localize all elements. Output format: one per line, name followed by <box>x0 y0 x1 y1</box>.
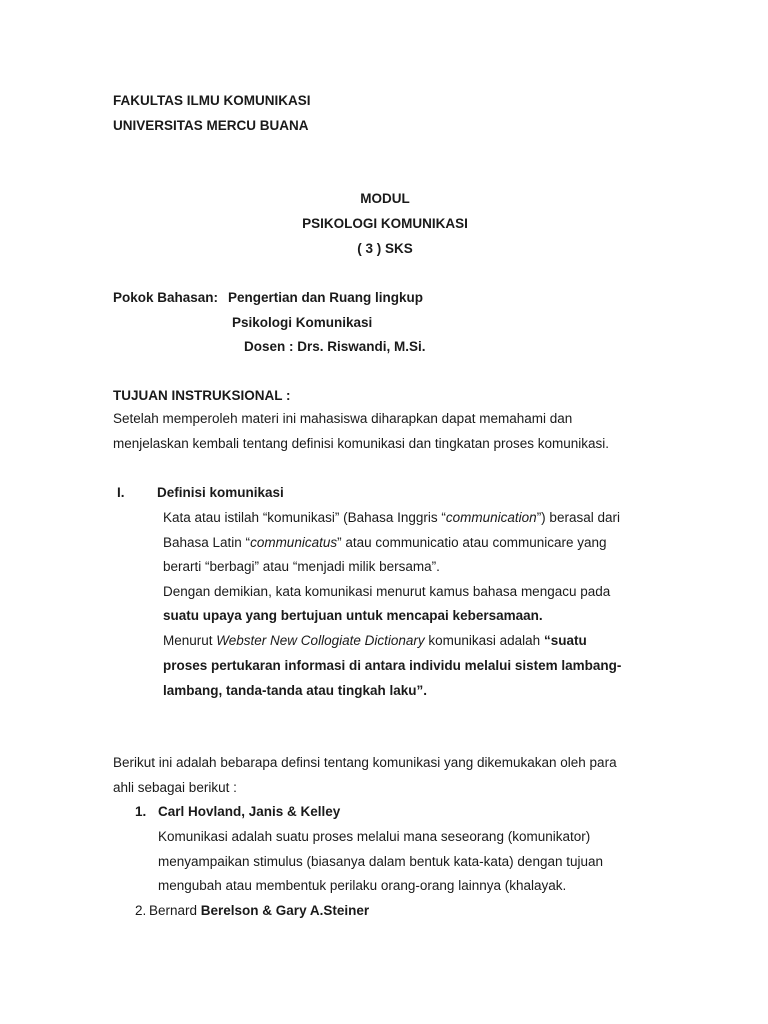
section-paragraph-line6: Menurut Webster New Collogiate Dictionary komunikasi adalah “suatu <box>163 633 587 648</box>
module-subject: PSIKOLOGI KOMUNIKASI <box>302 216 468 231</box>
definition-item1-title: Carl Hovland, Janis & Kelley <box>158 804 341 819</box>
definition-item2-number: 2. <box>135 903 147 918</box>
section-paragraph-line4: Dengan demikian, kata komunikasi menurut kamus bahasa mengacu pada <box>163 584 611 599</box>
lecturer: Dosen : Drs. Riswandi, M.Si. <box>244 339 426 354</box>
objective-line2: menjelaskan kembali tentang definisi komunikasi dan tingkatan proses komunikasi. <box>113 436 610 451</box>
section-paragraph-line1: Kata atau istilah “komunikasi” (Bahasa Inggris “communication”) berasal dari <box>163 510 620 525</box>
section-paragraph-line5: suatu upaya yang bertujuan untuk mencapai kebersamaan. <box>163 608 543 623</box>
definition-item1-number: 1. <box>135 804 147 819</box>
faculty-name: FAKULTAS ILMU KOMUNIKASI <box>113 93 311 108</box>
definitions-intro-line1: Berikut ini adalah bebarapa definsi tentang komunikasi yang dikemukakan oleh para <box>113 755 617 770</box>
section-paragraph-line3: berarti “berbagi” atau “menjadi milik bersama”. <box>163 559 440 574</box>
section-paragraph-line7: proses pertukaran informasi di antara individu melalui sistem lambang- <box>163 658 622 673</box>
topic-label: Pokok Bahasan: <box>113 290 219 305</box>
objective-line1: Setelah memperoleh materi ini mahasiswa diharapkan dapat memahami dan <box>113 411 573 426</box>
topic-value-line1: Pengertian dan Ruang lingkup <box>228 290 424 305</box>
section-paragraph-line2: Bahasa Latin “communicatus” atau communicatio atau communicare yang <box>163 535 607 550</box>
definition-item1-line1: Komunikasi adalah suatu proses melalui mana seseorang (komunikator) <box>158 829 591 844</box>
section-number: I. <box>117 485 125 500</box>
definition-item1-line3: mengubah atau membentuk perilaku orang-orang lainnya (khalayak. <box>158 878 567 893</box>
section-paragraph-line8: lambang, tanda-tanda atau tingkah laku”. <box>163 683 428 698</box>
definition-item1-line2: menyampaikan stimulus (biasanya dalam bentuk kata-kata) dengan tujuan <box>158 854 604 869</box>
section-title: Definisi komunikasi <box>157 485 284 500</box>
definitions-intro-line2: ahli sebagai berikut : <box>113 780 237 795</box>
definition-item2-title: Bernard Berelson & Gary A.Steiner <box>149 903 370 918</box>
university-name: UNIVERSITAS MERCU BUANA <box>113 118 309 133</box>
module-credits: ( 3 ) SKS <box>357 241 413 256</box>
topic-value-line2: Psikologi Komunikasi <box>232 315 373 330</box>
objective-heading: TUJUAN INSTRUKSIONAL : <box>113 388 291 403</box>
module-label: MODUL <box>360 191 410 206</box>
